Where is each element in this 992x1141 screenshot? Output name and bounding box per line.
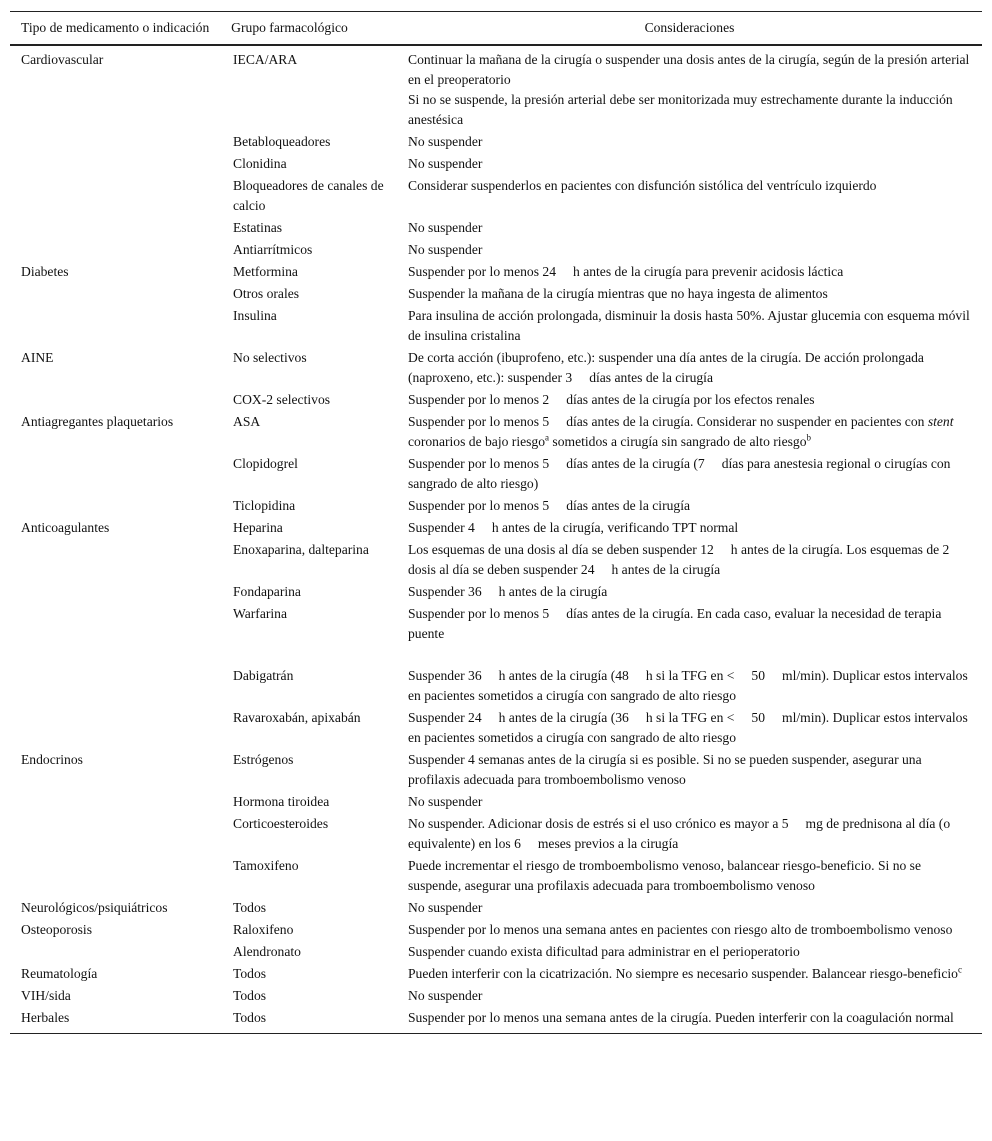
table-row (10, 665, 982, 707)
text-segment: Suspender 36 h antes de la cirugía (408, 584, 608, 599)
group-cell: ASA (233, 414, 261, 429)
category-cell (10, 131, 222, 153)
group-cell: Corticoesteroides (233, 816, 329, 831)
table-row (10, 581, 982, 603)
footnote-marker: c (957, 964, 962, 975)
considerations-cell (397, 665, 982, 707)
considerations-cell (397, 897, 982, 919)
table-row (10, 919, 982, 941)
considerations-cell (397, 305, 982, 347)
group-cell: Antiarrítmicos (233, 242, 313, 257)
text-segment: Suspender 4 h antes de la cirugía, verificando TPT normal (408, 520, 739, 535)
category-cell (10, 239, 222, 261)
text-segment: No suspender (408, 134, 483, 149)
table-row (10, 217, 982, 239)
group-cell: Fondaparina (233, 584, 301, 599)
category-cell (10, 389, 222, 411)
group-cell: Alendronato (233, 944, 301, 959)
considerations-cell (397, 985, 982, 1007)
category-cell: Herbales (21, 1010, 70, 1025)
group-cell: Clonidina (233, 156, 287, 171)
considerations-cell (397, 791, 982, 813)
footnote-marker: b (806, 432, 811, 443)
group-cell: Ravaroxabán, apixabán (233, 710, 361, 725)
header-grupo: Grupo farmacológico (231, 20, 348, 35)
considerations-cell (397, 45, 982, 131)
considerations-cell (397, 217, 982, 239)
considerations-cell (397, 707, 982, 749)
considerations-cell (397, 813, 982, 855)
table-row (10, 517, 982, 539)
category-cell: Diabetes (21, 264, 69, 279)
text-segment: Suspender 24 h antes de la cirugía (36 h si la TFG en < 50 ml/min). Duplicar estos intervalos en pacientes sometidos a cirugía con sangrado de alto riesgo (408, 710, 972, 745)
table-row (10, 261, 982, 283)
category-cell (10, 153, 222, 175)
category-cell (10, 941, 222, 963)
table-row (10, 539, 982, 581)
text-segment: No suspender. Adicionar dosis de estrés si el uso crónico es mayor a 5 mg de prednisona al día (o equivalente) en los 6 meses previos a la cirugía (408, 816, 954, 851)
text-segment: No suspender (408, 242, 483, 257)
considerations-cell (397, 1007, 982, 1034)
category-cell (10, 813, 222, 855)
table-row (10, 305, 982, 347)
table-row (10, 283, 982, 305)
table-row (10, 347, 982, 389)
considerations-cell (397, 175, 982, 217)
group-cell: Todos (233, 966, 267, 981)
text-segment: Suspender por lo menos una semana antes en pacientes con riesgo alto de tromboembolismo venoso (408, 922, 953, 937)
table-row (10, 1007, 982, 1034)
considerations-cell (397, 919, 982, 941)
medication-table (10, 11, 982, 1034)
group-cell: Todos (233, 988, 267, 1003)
considerations-cell (397, 131, 982, 153)
table-row (10, 453, 982, 495)
category-cell (10, 175, 222, 217)
group-cell: Tamoxifeno (233, 858, 299, 873)
group-cell: Betabloqueadores (233, 134, 331, 149)
category-cell (10, 305, 222, 347)
text-segment: Suspender 4 semanas antes de la cirugía si es posible. Si no se pueden suspender, asegurar una profilaxis adecuada para tromboembolismo venoso (408, 752, 926, 787)
group-cell: Todos (233, 1010, 267, 1025)
table-row (10, 603, 982, 665)
text-segment: Considerar suspenderlos en pacientes con disfunción sistólica del ventrículo izquierdo (408, 178, 877, 193)
table-row (10, 749, 982, 791)
table-body (10, 45, 982, 1034)
text-segment: No suspender (408, 900, 483, 915)
considerations-cell (397, 517, 982, 539)
group-cell: Ticlopidina (233, 498, 296, 513)
group-cell: Dabigatrán (233, 668, 294, 683)
category-cell (10, 665, 222, 707)
category-cell (10, 707, 222, 749)
group-cell: Hormona tiroidea (233, 794, 330, 809)
considerations-cell (397, 347, 982, 389)
table-row (10, 495, 982, 517)
table-row (10, 707, 982, 749)
group-cell: Insulina (233, 308, 277, 323)
considerations-cell (397, 581, 982, 603)
text-segment: No suspender (408, 220, 483, 235)
table-row (10, 813, 982, 855)
table-row (10, 897, 982, 919)
text-segment: De corta acción (ibuprofeno, etc.): suspender una día antes de la cirugía. De acción prolongada (naproxeno, etc.): suspender 3 días antes de la cirugía (408, 350, 928, 385)
text-segment: Suspender por lo menos 2 días antes de la cirugía por los efectos renales (408, 392, 815, 407)
category-cell: Endocrinos (21, 752, 83, 767)
text-segment: Suspender por lo menos una semana antes de la cirugía. Pueden interferir con la coagulación normal (408, 1010, 954, 1025)
considerations-cell (397, 963, 982, 985)
table-row (10, 175, 982, 217)
table-row (10, 131, 982, 153)
group-cell: Estatinas (233, 220, 283, 235)
considerations-cell (397, 495, 982, 517)
table-row (10, 855, 982, 897)
category-cell: AINE (21, 350, 54, 365)
text-segment: Suspender por lo menos 5 días antes de la cirugía. En cada caso, evaluar la necesidad de terapia puente (408, 606, 942, 641)
table-row (10, 963, 982, 985)
group-cell: COX-2 selectivos (233, 392, 331, 407)
table-row (10, 411, 982, 453)
considerations-cell (397, 261, 982, 283)
group-cell: No selectivos (233, 350, 307, 365)
category-cell (10, 603, 222, 665)
considerations-cell (397, 855, 982, 897)
considerations-cell (397, 411, 982, 453)
text-segment: Suspender por lo menos 5 días antes de la cirugía (7 días para anestesia regional o cirugías con sangrado de alto riesgo) (408, 456, 954, 491)
text-segment: Suspender la mañana de la cirugía mientras que no haya ingesta de alimentos (408, 286, 828, 301)
text-segment: No suspender (408, 988, 483, 1003)
category-cell (10, 539, 222, 581)
table-header-row (10, 12, 982, 46)
group-cell: IECA/ARA (233, 52, 298, 67)
text-segment: Suspender 36 h antes de la cirugía (48 h si la TFG en < 50 ml/min). Duplicar estos intervalos en pacientes sometidos a cirugía con sangrado de alto riesgo (408, 668, 972, 703)
category-cell: Reumatología (21, 966, 98, 981)
table-row (10, 389, 982, 411)
category-cell (10, 453, 222, 495)
category-cell: Osteoporosis (21, 922, 92, 937)
considerations-cell (397, 941, 982, 963)
considerations-cell (397, 153, 982, 175)
considerations-cell (397, 239, 982, 261)
category-cell: Cardiovascular (21, 52, 104, 67)
text-segment: No suspender (408, 794, 483, 809)
category-cell: Neurológicos/psiquiátricos (21, 900, 168, 915)
considerations-cell (397, 453, 982, 495)
category-cell (10, 495, 222, 517)
text-segment: No suspender (408, 156, 483, 171)
category-cell: Anticoagulantes (21, 520, 110, 535)
category-cell: Antiagregantes plaquetarios (21, 414, 174, 429)
table-row (10, 941, 982, 963)
category-cell (10, 283, 222, 305)
text-segment: sometidos a cirugía sin sangrado de alto riesgo (549, 434, 807, 449)
text-segment: Los esquemas de una dosis al día se deben suspender 12 h antes de la cirugía. Los esquemas de 2 dosis al día se deben suspender 24 h antes de la cirugía (408, 542, 953, 577)
text-segment: Suspender por lo menos 5 días antes de la cirugía (408, 498, 691, 513)
category-cell (10, 581, 222, 603)
group-cell: Heparina (233, 520, 283, 535)
table-row (10, 239, 982, 261)
category-cell (10, 855, 222, 897)
text-segment: Continuar la mañana de la cirugía o suspender una dosis antes de la cirugía, según de la presión arterial en el preoperatorio Si no se suspende, la presión arterial debe ser monitorizada muy estrechamente durante la inducción anestésica (408, 52, 970, 127)
group-cell: Todos (233, 900, 267, 915)
table-row (10, 45, 982, 131)
group-cell: Warfarina (233, 606, 287, 621)
table-row (10, 985, 982, 1007)
considerations-cell (397, 603, 982, 665)
group-cell: Bloqueadores de canales de calcio (233, 178, 388, 213)
group-cell: Raloxifeno (233, 922, 294, 937)
group-cell: Clopidogrel (233, 456, 298, 471)
table-row (10, 153, 982, 175)
text-segment: stent (927, 414, 954, 429)
group-cell: Metformina (233, 264, 298, 279)
considerations-cell (397, 389, 982, 411)
considerations-cell (397, 749, 982, 791)
group-cell: Otros orales (233, 286, 300, 301)
text-segment: Suspender cuando exista dificultad para administrar en el perioperatorio (408, 944, 800, 959)
text-segment: Puede incrementar el riesgo de tromboembolismo venoso, balancear riesgo-beneficio. Si no se suspende, asegurar una profilaxis adecuada para tromboembolismo venoso (408, 858, 925, 893)
text-segment: Suspender por lo menos 24 h antes de la cirugía para prevenir acidosis láctica (408, 264, 844, 279)
category-cell: VIH/sida (21, 988, 71, 1003)
text-segment: Suspender por lo menos 5 días antes de la cirugía. Considerar no suspender en pacientes con (408, 414, 928, 429)
considerations-cell (397, 539, 982, 581)
category-cell (10, 791, 222, 813)
text-segment: Pueden interferir con la cicatrización. No siempre es necesario suspender. Balancear riesgo-beneficio (408, 966, 958, 981)
group-cell: Estrógenos (233, 752, 294, 767)
text-segment: Para insulina de acción prolongada, disminuir la dosis hasta 50%. Ajustar glucemia con esquema móvil de insulina cristalina (408, 308, 974, 343)
table-row (10, 791, 982, 813)
group-cell: Enoxaparina, dalteparina (233, 542, 369, 557)
considerations-cell (397, 283, 982, 305)
text-segment: coronarios de bajo riesgo (408, 414, 957, 449)
footnote-marker: a (545, 432, 550, 443)
header-tipo: Tipo de medicamento o indicación (21, 20, 210, 35)
category-cell (10, 217, 222, 239)
header-consideraciones: Consideraciones (644, 20, 735, 35)
